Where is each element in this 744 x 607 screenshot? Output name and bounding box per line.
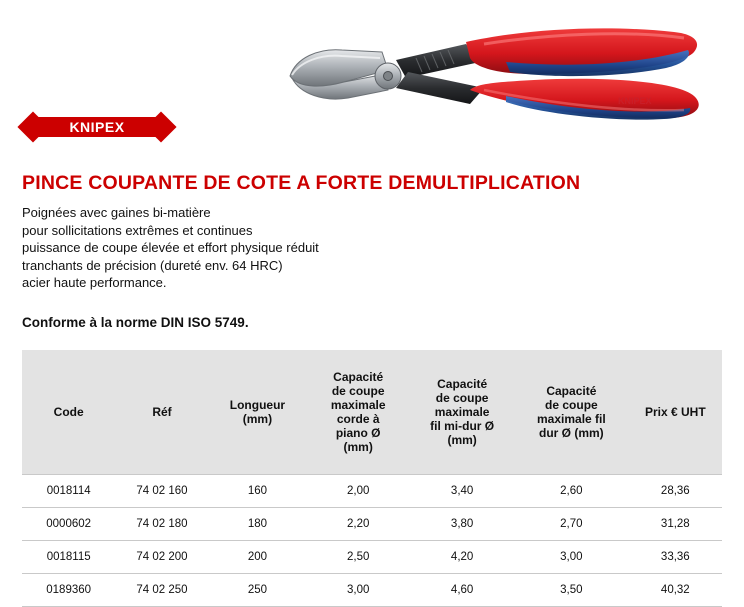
cell-dur: 3,50 <box>514 574 629 607</box>
pliers-illustration <box>270 18 720 138</box>
description-line-1: Poignées avec gaines bi-matière <box>22 205 211 220</box>
column-header-longueur: Longueur (mm) <box>209 350 307 475</box>
description-line-4: tranchants de précision (dureté env. 64 HRC) <box>22 257 283 273</box>
cell-dur: 2,60 <box>514 475 629 508</box>
cell-midur: 4,60 <box>410 574 514 607</box>
cell-dur: 3,00 <box>514 541 629 574</box>
table-row <box>22 508 722 541</box>
cell-code: 0000602 <box>22 508 115 541</box>
table-row <box>22 475 722 508</box>
brand-name: KNIPEX <box>69 119 125 135</box>
cell-piano: 2,50 <box>306 541 410 574</box>
cell-midur: 3,40 <box>410 475 514 508</box>
cell-longueur: 250 <box>209 574 307 607</box>
column-header-ref: Réf <box>115 350 208 475</box>
cell-midur: 4,20 <box>410 541 514 574</box>
cell-longueur: 180 <box>209 508 307 541</box>
page-title: PINCE COUPANTE DE COTE A FORTE DEMULTIPLICATION <box>22 172 581 194</box>
cell-piano: 2,20 <box>306 508 410 541</box>
table-row <box>22 541 722 574</box>
description-line-3: puissance de coupe élevée et effort physique réduit <box>22 240 319 255</box>
cell-midur: 3,80 <box>410 508 514 541</box>
description-line-2: pour sollicitations extrêmes et continues <box>22 222 253 238</box>
column-header-capacite-fil-mi-dur: Capacité de coupe maximale fil mi-dur Ø (mm) <box>410 350 514 475</box>
product-image <box>270 18 720 138</box>
column-header-capacite-fil-dur: Capacité de coupe maximale fil dur Ø (mm) <box>514 350 629 475</box>
description-line-5: acier haute performance. <box>22 275 167 290</box>
brand-logo <box>22 112 192 144</box>
cell-ref: 74 02 160 <box>115 475 208 508</box>
product-description <box>22 204 662 292</box>
column-header-capacite-corde-piano: Capacité de coupe maximale corde à piano Ø (mm) <box>306 350 410 475</box>
cell-longueur: 160 <box>209 475 307 508</box>
cell-prix: 28,36 <box>629 475 722 508</box>
cell-prix: 33,36 <box>629 541 722 574</box>
cell-longueur: 200 <box>209 541 307 574</box>
svg-text:KNIPEX: KNIPEX <box>618 96 652 106</box>
cell-ref: 74 02 180 <box>115 508 208 541</box>
cell-code: 0018114 <box>22 475 115 508</box>
cell-code: 0018115 <box>22 541 115 574</box>
specification-table <box>22 350 722 607</box>
cell-dur: 2,70 <box>514 508 629 541</box>
cell-ref: 74 02 200 <box>115 541 208 574</box>
norm-statement: Conforme à la norme DIN ISO 5749. <box>22 315 249 330</box>
cell-code: 0189360 <box>22 574 115 607</box>
cell-prix: 31,28 <box>629 508 722 541</box>
cell-prix: 40,32 <box>629 574 722 607</box>
cell-piano: 3,00 <box>306 574 410 607</box>
table-header-row <box>22 350 722 475</box>
column-header-code: Code <box>22 350 115 475</box>
cell-ref: 74 02 250 <box>115 574 208 607</box>
column-header-prix: Prix € UHT <box>629 350 722 475</box>
cell-piano: 2,00 <box>306 475 410 508</box>
